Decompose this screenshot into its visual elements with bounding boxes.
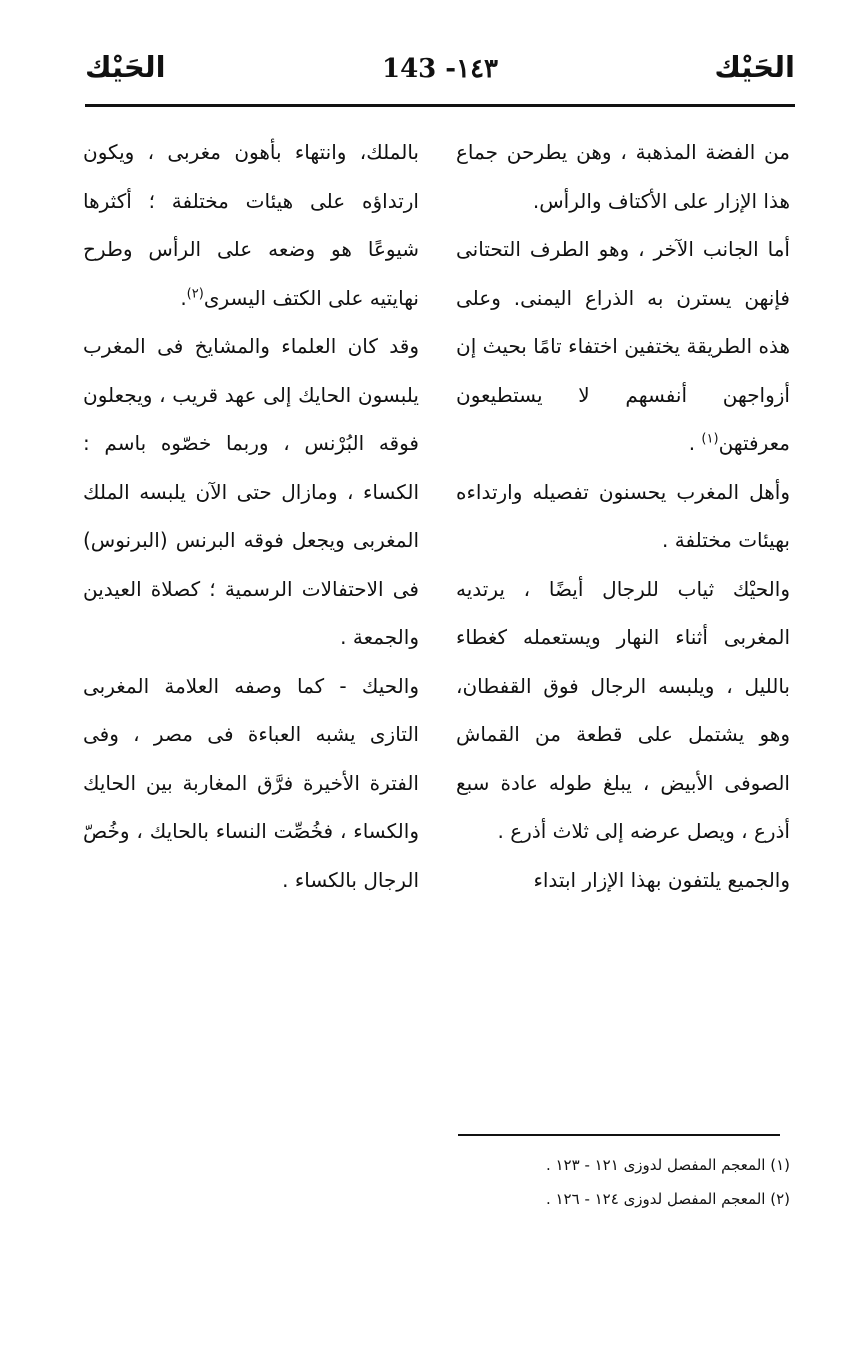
- text-column-left: [83, 128, 419, 904]
- paragraph-end: .: [180, 285, 187, 310]
- paragraph-end: .: [688, 431, 702, 455]
- footnote: (١) المعجم المفصل لدوزى ١٢١ - ١٢٣ .: [545, 1156, 790, 1174]
- paragraph: [456, 225, 790, 468]
- footnote-rule: [458, 1134, 780, 1136]
- page-header: [85, 50, 795, 100]
- text-column-right: [456, 128, 790, 904]
- paragraph: من الفضة المذهبة ، وهن يطرحن جماع هذا الإزار على الأكتاف والرأس.: [456, 140, 790, 213]
- header-rule: [85, 104, 795, 107]
- paragraph-text: أما الجانب الآخر ، وهو الطرف التحتانى فإنهن يسترن به الذراع اليمنى. وعلى هذه الطريقة يختفين اختفاء تامًا بحيث إن أزواجهن أنفسهم لا يستطيعون معرفتهن: [456, 237, 790, 455]
- paragraph: والجميع يلتفون بهذا الإزار ابتداء: [533, 867, 790, 892]
- footnote: (٢) المعجم المفصل لدوزى ١٢٤ - ١٢٦ .: [545, 1190, 790, 1208]
- paragraph: [83, 128, 419, 322]
- running-title-right: الحَيْك: [714, 50, 795, 84]
- page-number: 143 -١٤٣: [381, 54, 499, 84]
- paragraph: وقد كان العلماء والمشايخ فى المغرب يلبسون الحايك إلى عهد قريب ، ويجعلون فوقه البُرْنس ، وربما خصّوه باسم : الكساء ، ومازال حتى الآن يلبسه الملك المغربى ويجعل فوقه البرنس (البرنوس) فى الاحتفالات الرسمية ؛ كصلاة العيدين والجمعة .: [83, 334, 419, 649]
- footnote-marker: (١): [701, 431, 719, 447]
- footnotes: [410, 1148, 790, 1216]
- paragraph: وأهل المغرب يحسنون تفصيله وارتداءه بهيئات مختلفة .: [456, 479, 790, 552]
- running-title-left: الحَيْك: [85, 50, 166, 84]
- paragraph: والحيك - كما وصفه العلامة المغربى التازى يشبه العباءة فى مصر ، وفى الفترة الأخيرة فرَّق المغاربة بين الحايك والكساء ، فخُصِّت النساء بالحايك ، وخُصّ الرجال بالكساء .: [83, 673, 419, 892]
- paragraph-text: بالملك، وانتهاء بأهون مغربى ، ويكون ارتداؤه على هيئات مختلفة ؛ أكثرها شيوعًا هو وضعه على الرأس وطرح نهايتيه على الكتف اليسرى: [83, 140, 419, 310]
- footnote-marker: (٢): [186, 285, 204, 301]
- paragraph: والحيْك ثياب للرجال أيضًا ، يرتديه المغربى أثناء النهار ويستعمله كغطاء بالليل ، ويلبسه الرجال فوق القفطان، وهو يشتمل على قطعة من القماش الصوفى الأبيض ، يبلغ طوله عادة سبع أذرع ، ويصل عرضه إلى ثلاث أذرع .: [456, 576, 790, 843]
